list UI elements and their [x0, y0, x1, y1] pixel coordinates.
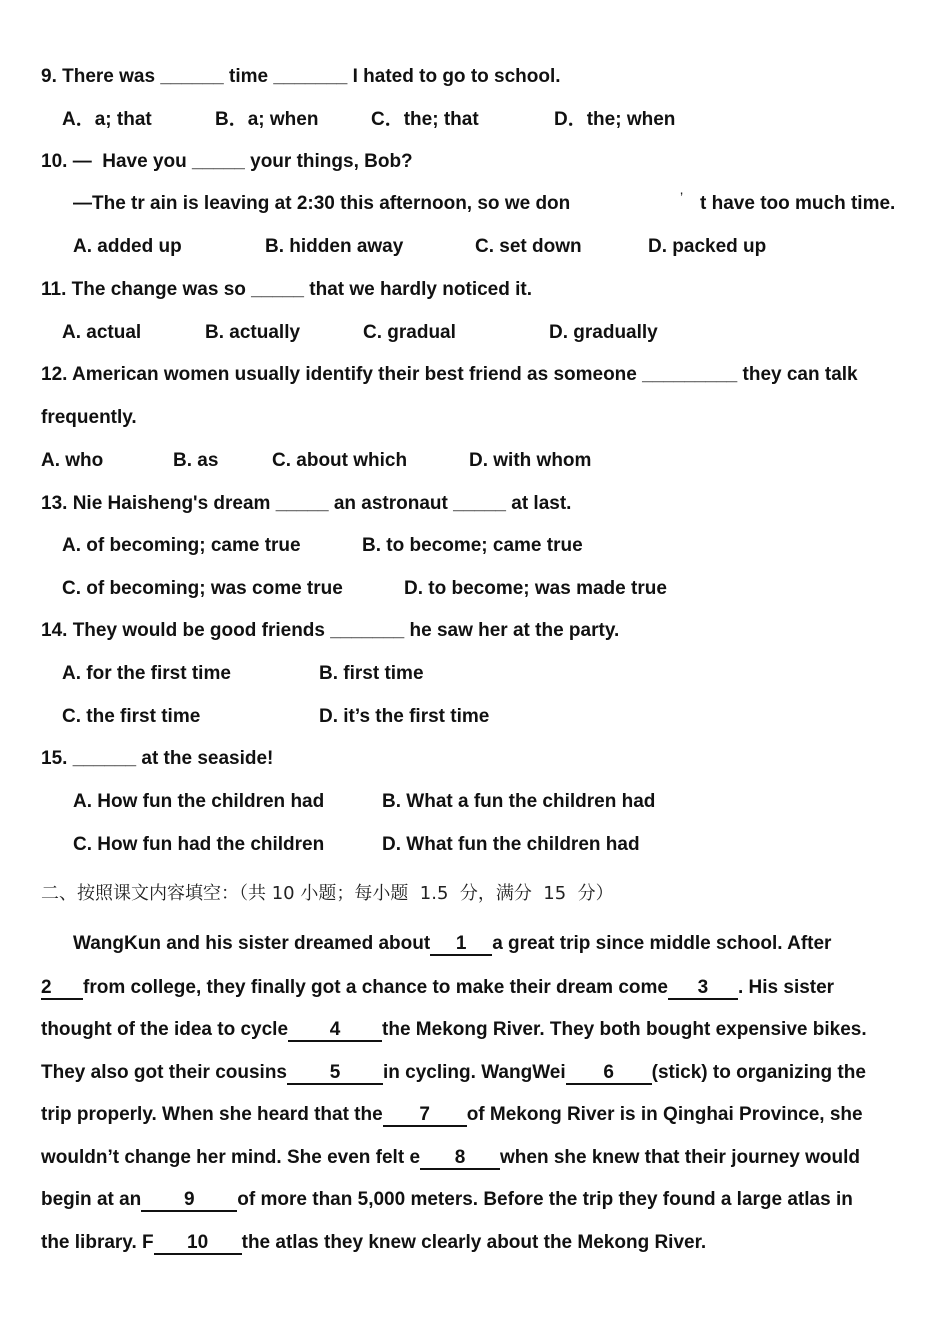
question-13-option-b: B. to become; came true [362, 535, 583, 556]
question-12-option-a: A. who [41, 450, 104, 471]
question-11-option-b: B. actually [205, 322, 301, 343]
question-11-option-c: C. gradual [363, 322, 456, 343]
question-12-stem-line2: frequently. [41, 407, 137, 428]
cloze-blank-7: 7 [383, 1105, 467, 1127]
cloze-text: of Mekong River is in Qinghai Province, she [466, 1104, 863, 1125]
cloze-text: of more than 5,000 meters. Before the trip they found a large atlas in [237, 1189, 853, 1210]
cloze-text: wouldn’t change her mind. She even felt e [41, 1147, 421, 1168]
question-15-option-a: A. How fun the children had [73, 791, 325, 812]
question-10-option-c: C. set down [475, 236, 582, 257]
question-15-option-c: C. How fun had the children [73, 834, 325, 855]
question-10-option-a: A. added up [73, 236, 182, 257]
question-10-reply-apostrophe: ’ [680, 189, 684, 205]
question-14-option-b: B. first time [319, 663, 424, 684]
cloze-text: the atlas they knew clearly about the Mekong River. [241, 1232, 707, 1253]
question-9-option-b: B．a; when [215, 109, 319, 130]
cloze-text: thought of the idea to cycle [41, 1019, 289, 1040]
cloze-line-2 [41, 977, 919, 1000]
cloze-line-5 [41, 1104, 919, 1127]
cloze-text: begin at an [41, 1189, 142, 1210]
question-13-option-d: D. to become; was made true [404, 578, 667, 599]
cloze-text: when she knew that their journey would [500, 1147, 861, 1168]
question-14-option-a: A. for the first time [62, 663, 231, 684]
cloze-blank-8: 8 [420, 1148, 500, 1170]
cloze-blank-3: 3 [668, 978, 738, 1000]
cloze-blank-4: 4 [288, 1020, 382, 1042]
question-9-option-c: C．the; that [371, 109, 479, 130]
question-14-option-c: C. the first time [62, 706, 201, 727]
cloze-line-8 [41, 1232, 919, 1255]
cloze-text: a great trip since middle school. After [492, 933, 832, 954]
question-13-stem: 13. Nie Haisheng's dream _____ an astronaut _____ at last. [41, 493, 572, 514]
cloze-text: WangKun and his sister dreamed about [73, 933, 431, 954]
question-11-option-d: D. gradually [549, 322, 658, 343]
question-12-option-d: D. with whom [469, 450, 592, 471]
cloze-text: in cycling. WangWei [383, 1062, 566, 1083]
question-10-option-d: D. packed up [648, 236, 767, 257]
question-12-option-b: B. as [173, 450, 219, 471]
question-12-stem-line1: 12. American women usually identify their best friend as someone _________ they can talk [41, 364, 858, 385]
question-15-option-b: B. What a fun the children had [382, 791, 656, 812]
cloze-line-3 [41, 1019, 919, 1042]
question-10-reply-part2: t have too much time. [700, 193, 896, 214]
section-2-heading: 二、按照课文内容填空：（共 10 小题；每小题 1.5 分，满分 15 分） [41, 883, 614, 904]
cloze-text: (stick) to organizing the [651, 1062, 866, 1083]
cloze-blank-9: 9 [141, 1190, 237, 1212]
cloze-text: They also got their cousins [41, 1062, 287, 1083]
question-11-stem: 11. The change was so _____ that we hardly noticed it. [41, 279, 533, 300]
question-9-option-d: D．the; when [554, 109, 676, 130]
cloze-text: from college, they finally got a chance to make their dream come [83, 977, 668, 998]
question-13-option-a: A. of becoming; came true [62, 535, 301, 556]
cloze-line-4 [41, 1062, 919, 1085]
question-10-reply-part1: —The tr ain is leaving at 2:30 this afternoon, so we don [73, 193, 571, 214]
question-13-option-c: C. of becoming; was come true [62, 578, 343, 599]
cloze-text: the Mekong River. They both bought expensive bikes. [382, 1019, 867, 1040]
question-9-stem: 9. There was ______ time _______ I hated to go to school. [41, 66, 561, 87]
cloze-blank-2: 2 [41, 978, 83, 1000]
question-10-option-b: B. hidden away [265, 236, 404, 257]
question-15-option-d: D. What fun the children had [382, 834, 640, 855]
question-9-option-a: A．a; that [62, 109, 152, 130]
cloze-line-1 [41, 933, 919, 956]
question-14-stem: 14. They would be good friends _______ he saw her at the party. [41, 620, 620, 641]
question-15-stem: 15. ______ at the seaside! [41, 748, 274, 769]
cloze-text: . His sister [737, 977, 835, 998]
cloze-blank-5: 5 [287, 1063, 383, 1085]
question-10-stem: 10. — Have you _____ your things, Bob? [41, 151, 413, 172]
cloze-blank-10: 10 [154, 1233, 242, 1255]
question-12-option-c: C. about which [272, 450, 408, 471]
cloze-text: trip properly. When she heard that the [41, 1104, 383, 1125]
cloze-line-6 [41, 1147, 919, 1170]
cloze-blank-6: 6 [566, 1063, 652, 1085]
question-14-option-d: D. it’s the first time [319, 706, 490, 727]
cloze-blank-1: 1 [430, 934, 492, 956]
question-11-option-a: A. actual [62, 322, 142, 343]
cloze-line-7 [41, 1189, 919, 1212]
cloze-text: the library. F [41, 1232, 154, 1253]
